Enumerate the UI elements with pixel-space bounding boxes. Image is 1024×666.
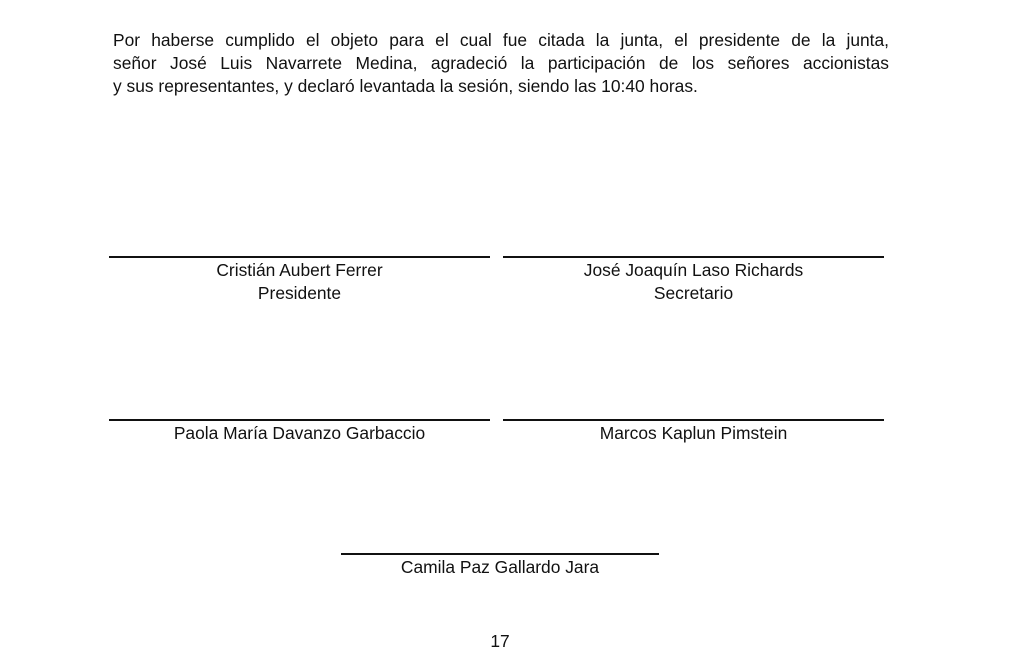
paragraph-line: y sus representantes, y declaró levantada la sesión, siendo las 10:40 horas. xyxy=(113,76,698,96)
signature-line xyxy=(109,256,490,258)
signature-line xyxy=(503,256,884,258)
signature-block-secretary xyxy=(503,256,884,305)
signatory-name: Cristián Aubert Ferrer xyxy=(216,260,383,280)
signatory-name: Camila Paz Gallardo Jara xyxy=(400,557,600,577)
paragraph-line: señor José Luis Navarrete Medina, agradeció la participación de los señores accionistas xyxy=(113,53,889,73)
signature-line xyxy=(109,419,490,421)
signatory-role: Secretario xyxy=(653,283,734,303)
signatory-name: José Joaquín Laso Richards xyxy=(583,260,804,280)
signature-block xyxy=(109,419,490,445)
paragraph-line: Por haberse cumplido el objeto para el cual fue citada la junta, el presidente de la junta, xyxy=(113,30,889,50)
signature-line xyxy=(503,419,884,421)
signature-line xyxy=(341,553,659,555)
signatory-role: Presidente xyxy=(257,283,342,303)
signature-block-president xyxy=(109,256,490,305)
signatory-name: Paola María Davanzo Garbaccio xyxy=(173,423,426,443)
signature-block xyxy=(503,419,884,445)
closing-paragraph xyxy=(113,29,889,98)
signature-block xyxy=(341,553,659,579)
signatory-name: Marcos Kaplun Pimstein xyxy=(599,423,788,443)
page-number: 17 xyxy=(490,631,510,651)
